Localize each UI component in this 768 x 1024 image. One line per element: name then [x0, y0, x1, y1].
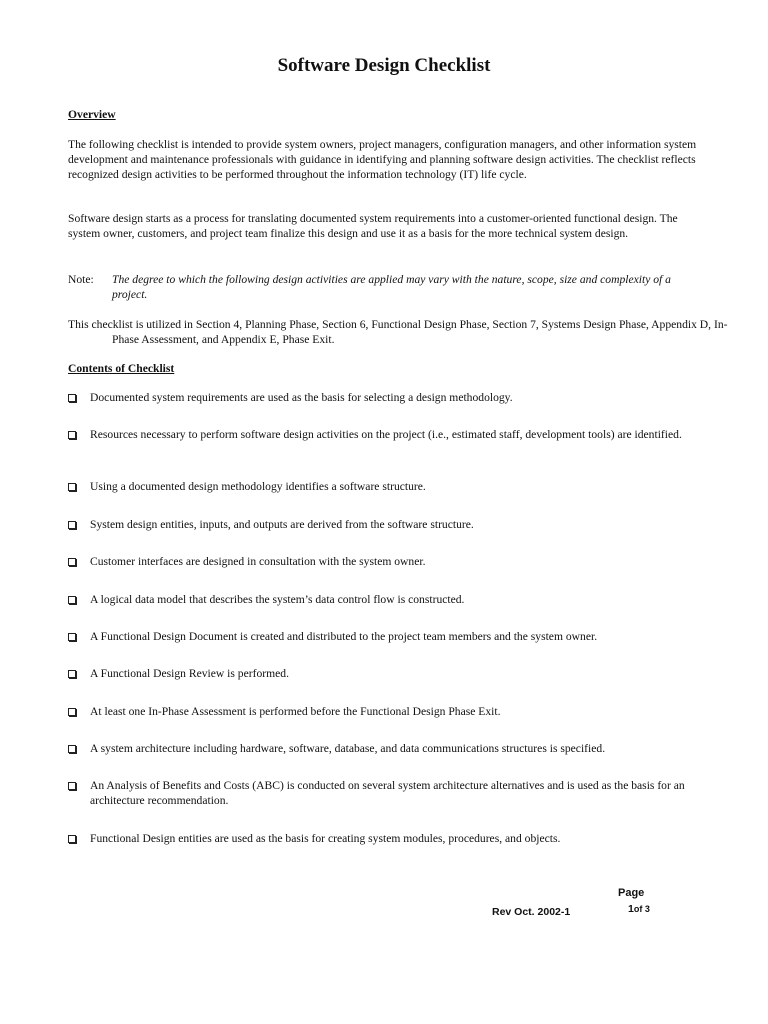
checklist-item — [68, 778, 708, 808]
checklist-item-text: A system architecture including hardware, software, database, and data communications structures is specified. — [90, 742, 606, 755]
checklist-item — [68, 704, 708, 719]
checklist-item-text: Customer interfaces are designed in consultation with the system owner. — [90, 555, 426, 568]
checklist-item — [68, 517, 708, 532]
checklist-item — [68, 592, 708, 607]
checklist-item-text: System design entities, inputs, and outputs are derived from the software structure. — [90, 518, 474, 531]
checklist-item — [68, 741, 708, 756]
checklist-item-text: A Functional Design Review is performed. — [90, 667, 289, 680]
checkbox-icon — [68, 782, 76, 790]
overview-paragraph-2: Software design starts as a process for translating documented system requirements into a customer-oriented functional design. The system owner, customers, and project team finalize this design and use it as a basis for the more technical system design. — [68, 212, 678, 240]
checkbox-icon — [68, 394, 76, 402]
checklist-item — [68, 831, 708, 846]
checkbox-icon — [68, 670, 76, 678]
checklist-item-text: An Analysis of Benefits and Costs (ABC) is conducted on several system architecture alternatives and is used as the basis for an architecture recommendation. — [90, 779, 685, 807]
checkbox-icon — [68, 558, 76, 566]
checklist-item — [68, 427, 708, 442]
checkbox-icon — [68, 708, 76, 716]
checklist-item-text: Documented system requirements are used as the basis for selecting a design methodology. — [90, 391, 513, 404]
checkbox-icon — [68, 521, 76, 529]
footer-page-current: 1 — [628, 903, 634, 915]
footer-page-number — [628, 902, 650, 917]
note-label: Note: — [68, 273, 94, 286]
footer-page-label: Page — [618, 887, 645, 899]
document-title: Software Design Checklist — [277, 55, 491, 76]
checklist-item — [68, 554, 708, 569]
overview-paragraph-3: This checklist is utilized in Section 4, Planning Phase, Section 6, Functional Design Phase, Section 7, Systems Design Phase, Appendix D, In-Phase Assessment, and Appendix E, Phase Exit. — [68, 318, 728, 346]
note-block — [68, 272, 704, 302]
checkbox-icon — [68, 835, 76, 843]
checkbox-icon — [68, 596, 76, 604]
contents-heading: Contents of Checklist — [68, 362, 175, 375]
checkbox-icon — [68, 431, 76, 439]
checkbox-icon — [68, 483, 76, 491]
checklist-item-text: A logical data model that describes the system’s data control flow is constructed. — [90, 593, 465, 606]
checklist-item-text: Functional Design entities are used as the basis for creating system modules, procedures, and objects. — [90, 832, 561, 845]
note-text: The degree to which the following design activities are applied may vary with the nature, scope, size and complexity of a project. — [112, 273, 671, 301]
checklist-item-text: A Functional Design Document is created and distributed to the project team members and the system owner. — [90, 630, 598, 643]
overview-heading: Overview — [68, 108, 116, 121]
checkbox-icon — [68, 633, 76, 641]
checklist-item-text: At least one In-Phase Assessment is performed before the Functional Design Phase Exit. — [90, 705, 501, 718]
checklist-item-text: Resources necessary to perform software design activities on the project (i.e., estimated staff, development tools) are identified. — [90, 428, 682, 441]
checklist-item — [68, 629, 708, 644]
checklist-item-text: Using a documented design methodology identifies a software structure. — [90, 480, 426, 493]
overview-paragraph-1: The following checklist is intended to provide system owners, project managers, configuration managers, and other information system development and maintenance professionals with guidance in identifying and planning software design activities. The checklist reflects recognized design activities to be performed throughout the information technology (IT) life cycle. — [68, 138, 697, 181]
footer-page-total: of 3 — [633, 904, 650, 914]
checklist-item — [68, 666, 708, 681]
checklist-item — [68, 390, 708, 405]
checkbox-icon — [68, 745, 76, 753]
footer-revision: Rev Oct. 2002-1 — [492, 906, 571, 918]
checklist-item — [68, 479, 708, 494]
